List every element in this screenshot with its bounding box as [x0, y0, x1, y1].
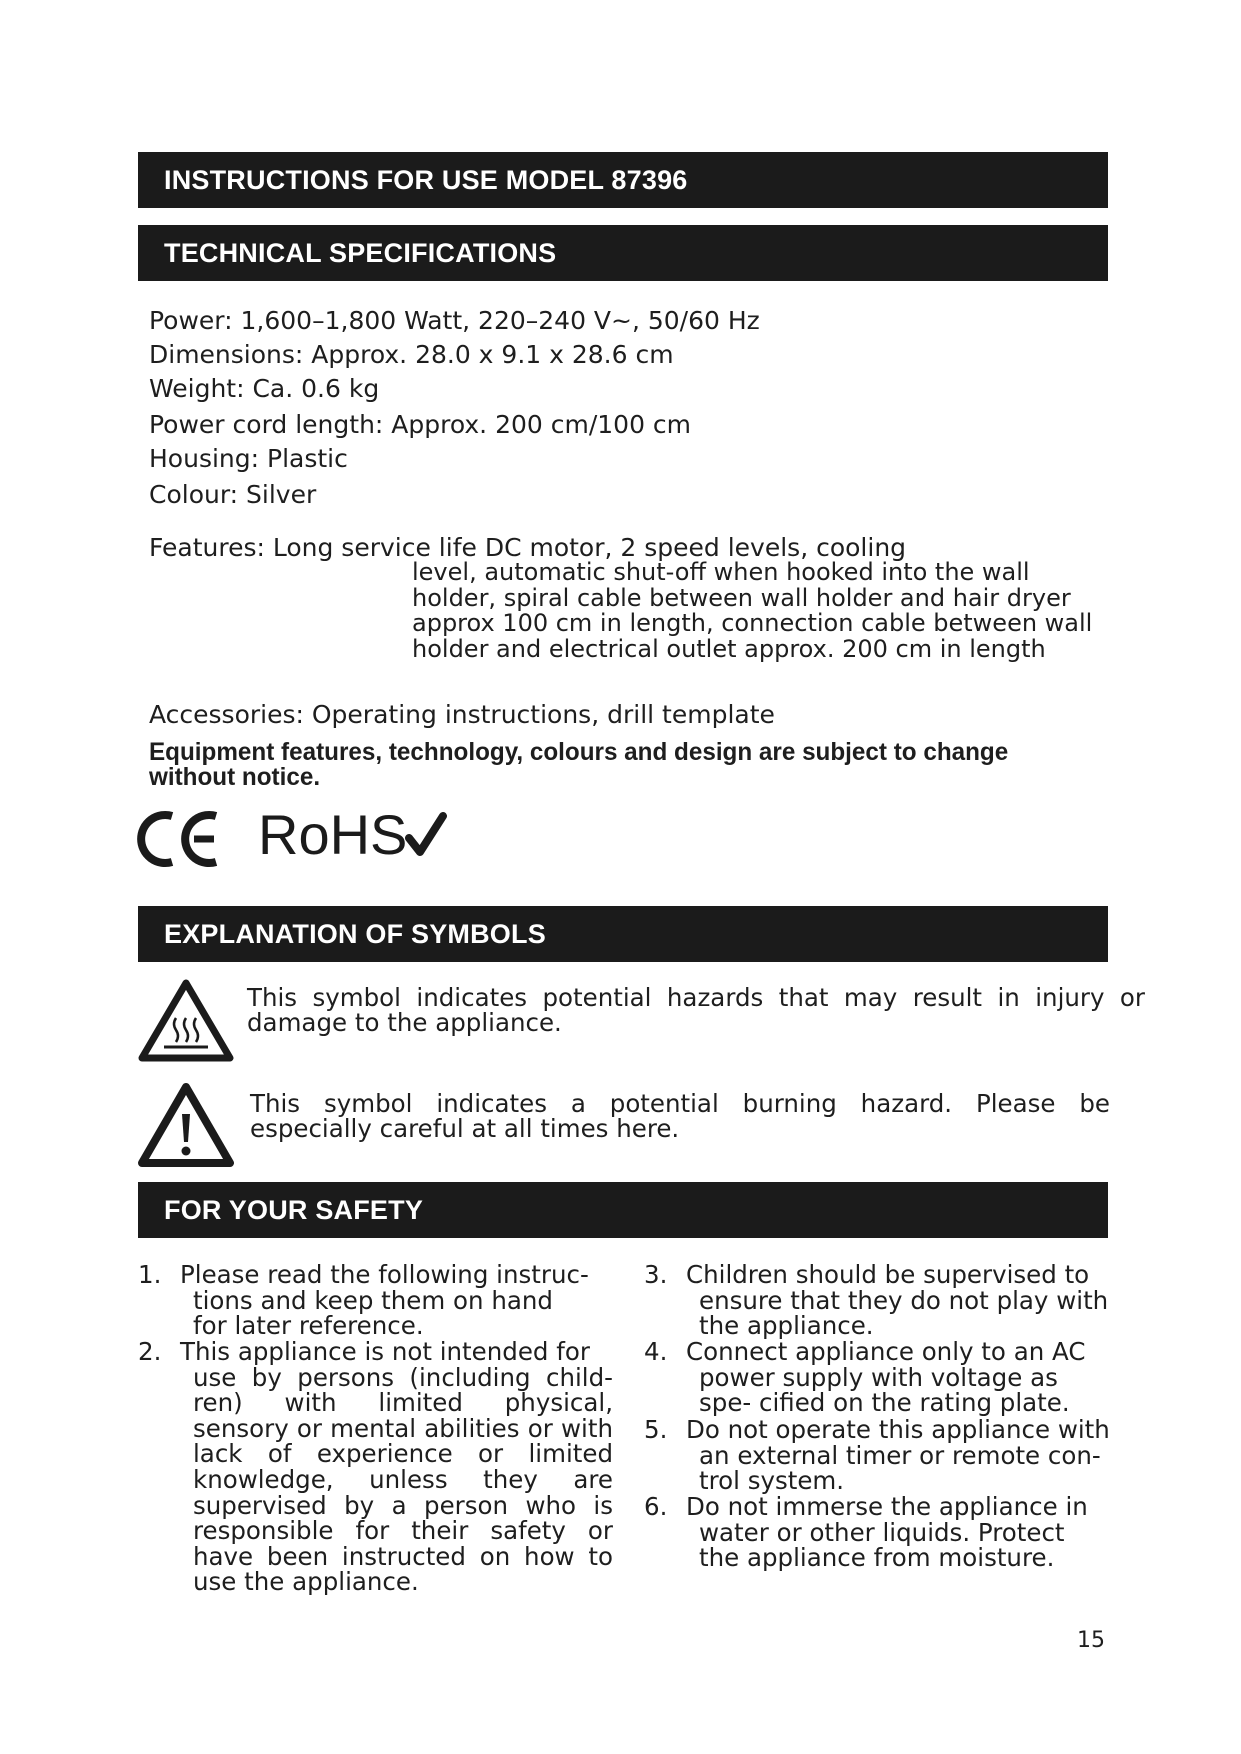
- checkmark-icon: [405, 810, 447, 860]
- ce-mark-icon: [136, 808, 226, 870]
- rohs-mark: [258, 804, 447, 866]
- spec-weight: Weight: Ca. 0.6 kg: [149, 374, 380, 403]
- page-title: INSTRUCTIONS FOR USE MODEL 87396: [138, 152, 1108, 208]
- spec-accessories: Accessories: Operating instructions, drill template: [149, 700, 775, 729]
- page-number: 15: [1077, 1628, 1105, 1653]
- spec-power: Power: 1,600–1,800 Watt, 220–240 V~, 50/60 Hz: [149, 306, 760, 335]
- symbols-heading: EXPLANATION OF SYMBOLS: [138, 906, 1108, 962]
- spec-features-first: Features: Long service life DC motor, 2 speed levels, cooling: [149, 533, 907, 562]
- list-item-text: water or other liquids. Protect the appliance from moisture.: [699, 1517, 1065, 1573]
- list-item-text: an external timer or remote con- trol system.: [699, 1440, 1101, 1496]
- list-item-first-line: Do not immerse the appliance in: [686, 1492, 1088, 1521]
- ce-mark-label: [226, 808, 227, 809]
- exclamation-warning-icon: [138, 1082, 234, 1172]
- list-item-number: 3.: [644, 1260, 668, 1289]
- ce-mark: [136, 808, 226, 870]
- spec-features-rest: level, automatic shut-off when hooked into the wall holder, spiral cable between wall holder and hair dryer approx 100 cm in length, connection cable between wall holder and electrical outlet approx. 200 cm in length: [412, 558, 1093, 663]
- safety-heading: FOR YOUR SAFETY: [138, 1182, 1108, 1238]
- list-item-text: ensure that they do not play with the appliance.: [699, 1285, 1109, 1341]
- spec-colour: Colour: Silver: [149, 480, 317, 509]
- heat-warning-icon: [138, 978, 234, 1066]
- spec-housing: Housing: Plastic: [149, 444, 348, 473]
- list-item-number: 6.: [644, 1492, 668, 1521]
- list-item-text: tions and keep them on hand for later reference.: [193, 1285, 553, 1341]
- list-item-number: 4.: [644, 1337, 668, 1366]
- list-item-number: 5.: [644, 1415, 668, 1444]
- list-item-first-line: This appliance is not intended for: [180, 1337, 590, 1366]
- change-notice: Equipment features, technology, colours and design are subject to change without notice.: [149, 738, 1009, 791]
- list-item-first-line: Connect appliance only to an AC: [686, 1337, 1086, 1366]
- spec-dimensions: Dimensions: Approx. 28.0 x 9.1 x 28.6 cm: [149, 340, 674, 369]
- list-item-number: 2.: [138, 1337, 162, 1366]
- tech-specs-heading: TECHNICAL SPECIFICATIONS: [138, 225, 1108, 281]
- list-item-first-line: Do not operate this appliance with: [686, 1415, 1110, 1444]
- list-item-first-line: Children should be supervised to: [686, 1260, 1090, 1289]
- spec-cord-length: Power cord length: Approx. 200 cm/100 cm: [149, 410, 692, 439]
- burn-symbol-text: This symbol indicates a potential burning hazard. Please be especially careful at all times here.: [250, 1089, 1110, 1143]
- list-item-text: power supply with voltage as spe- cified on the rating plate.: [699, 1362, 1070, 1418]
- list-item-text: use by persons (including child- ren) with limited physical, sensory or mental abilities or with lack of experience or limited knowledge, unless they are supervised by a person who is responsible for their safety or have been instructed on how to use the appliance.: [193, 1362, 613, 1597]
- hazard-symbol-text: This symbol indicates potential hazards that may result in injury or damage to the appliance.: [247, 983, 1145, 1037]
- list-item-number: 1.: [138, 1260, 162, 1289]
- rohs-label: RoHS: [258, 803, 408, 866]
- list-item-first-line: Please read the following instruc-: [180, 1260, 589, 1289]
